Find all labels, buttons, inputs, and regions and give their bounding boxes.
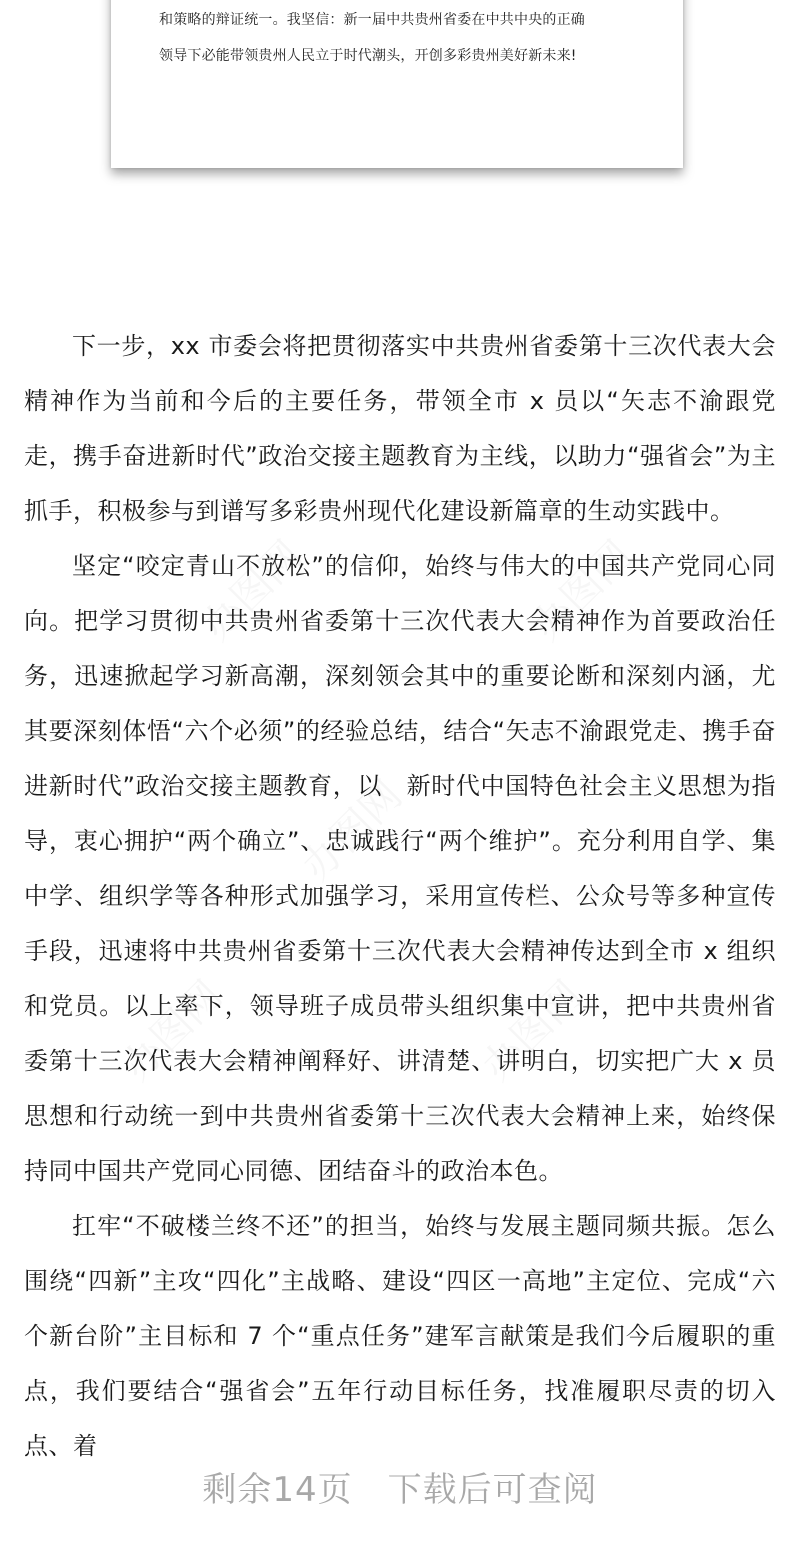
- preview-line: 和策略的辩证统一。我坚信：新一届中共贵州省委在中共中央的正确: [159, 12, 585, 28]
- watermark: 办图网: [193, 532, 312, 650]
- paragraph: 扛牢“不破楼兰终不还”的担当，始终与发展主题同频共振。怎么围绕“四新”主攻“四化”主战略、建设“四区一高地”主定位、完成“六个新台阶”主目标和 7 个“重点任务”建军言献策是我们今后履职的重点，我们要结合“强省会”五年行动目标任务，找准履职尽责的切入点、着: [24, 1212, 776, 1460]
- remaining-pages-download-prompt[interactable]: 剩余14页 下载后可查阅: [202, 1470, 598, 1510]
- paragraph: 下一步，xx 市委会将把贯彻落实中共贵州省委第十三次代表大会精神作为当前和今后的主要任务，带领全市 x 员以“矢志不渝跟党走，携手奋进新时代”政治交接主题教育为主线，以助力“强省会”为主抓手，积极参与到谱写多彩贵州现代化建设新篇章的生动实践中。: [24, 332, 776, 525]
- preview-line: 领导下必能带领贵州人民立于时代潮头，开创多彩贵州美好新未来!: [159, 48, 577, 64]
- document-body: [24, 319, 776, 1474]
- watermark: 办图网: [293, 772, 412, 890]
- watermark: 办图网: [473, 972, 592, 1090]
- paragraph: 坚定“咬定青山不放松”的信仰，始终与伟大的中国共产党同心同向。把学习贯彻中共贵州省委第十三次代表大会精神作为首要政治任务，迅速掀起学习新高潮，深刻领会其中的重要论断和深刻内涵，尤其要深刻体悟“六个必须”的经验总结，结合“矢志不渝跟党走、携手奋进新时代”政治交接主题教育，以 新时代中国特色社会主义思想为指导，衷心拥护“两个确立”、忠诚践行“两个维护”。充分利用自学、集中学、组织学等各种形式加强学习，采用宣传栏、公众号等多种宣传手段，迅速将中共贵州省委第十三次代表大会精神传达到全市 x 组织和党员。以上率下，领导班子成员带头组织集中宣讲，把中共贵州省委第十三次代表大会精神阐释好、讲清楚、讲明白，切实把广大 x 员思想和行动统一到中共贵州省委第十三次代表大会精神上来，始终保持同中国共产党同心同德、团结奋斗的政治本色。: [24, 552, 776, 1185]
- previous-page-preview: [111, 0, 683, 168]
- watermark: 办图网: [113, 972, 232, 1090]
- watermark: 办图网: [523, 532, 642, 650]
